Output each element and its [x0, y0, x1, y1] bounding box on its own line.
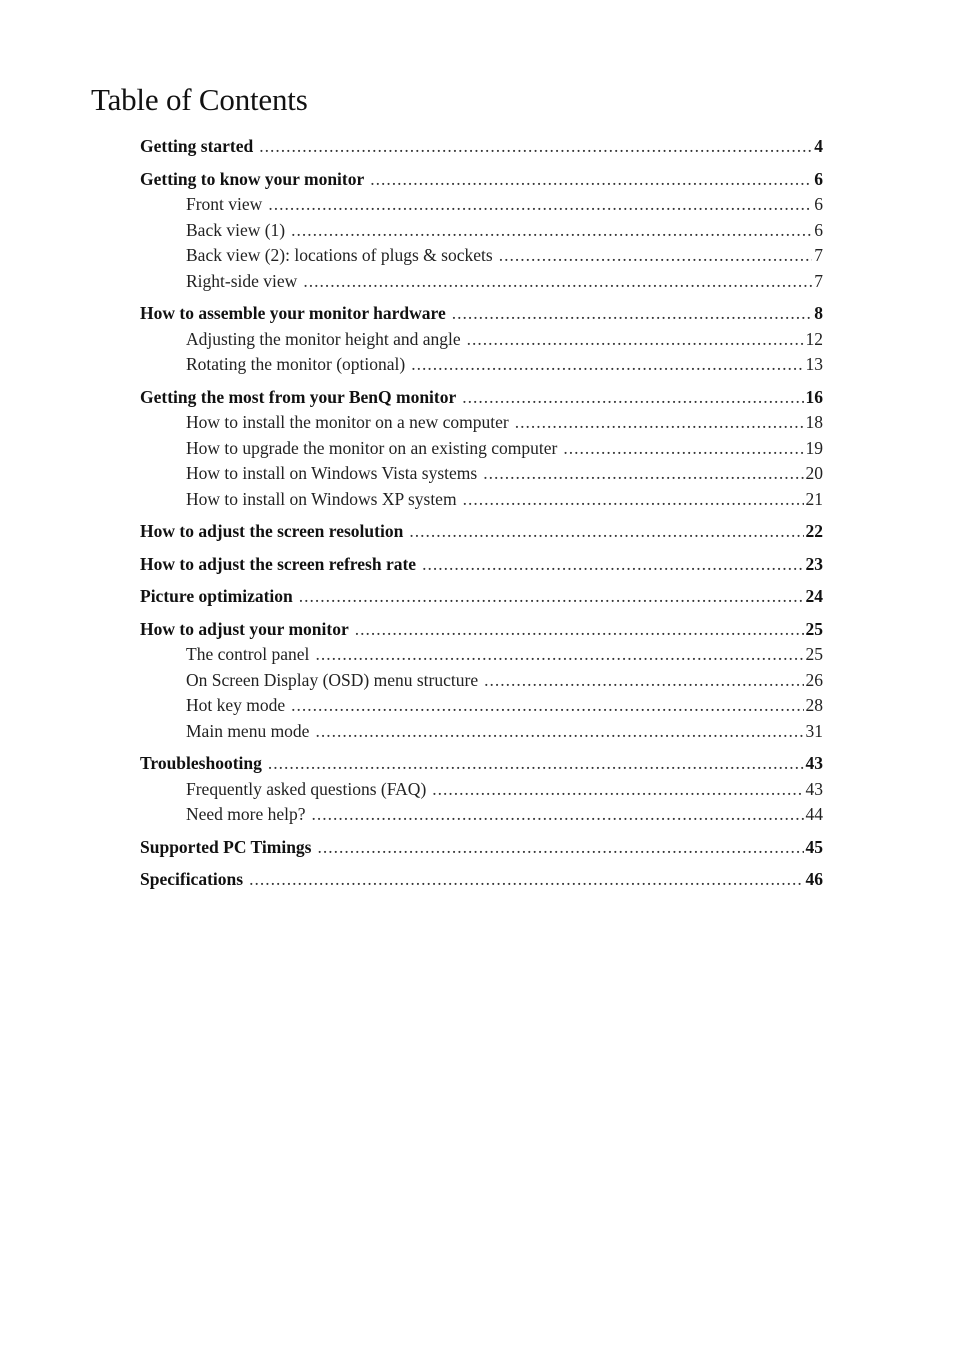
toc-chapter-entry[interactable]: [140, 835, 823, 861]
toc-page-number: 6: [814, 168, 823, 189]
toc-page-number: 19: [805, 437, 823, 458]
toc-dot-leader: [249, 867, 803, 893]
toc-entry-label: Back view (2): locations of plugs & sockets: [186, 245, 493, 265]
toc-entry-label: Need more help?: [186, 804, 306, 824]
toc-entry-label: Rotating the monitor (optional): [186, 354, 406, 374]
toc-section-entry[interactable]: [140, 693, 823, 719]
toc-entry-label: How to adjust the screen resolution: [140, 521, 404, 541]
toc-page-number: 18: [805, 412, 823, 432]
toc-dot-leader: [291, 693, 803, 719]
toc-page-number: 25: [805, 644, 823, 664]
toc-page-number: 8: [814, 303, 823, 323]
toc-page-number: 23: [805, 553, 823, 574]
toc-page-number: 25: [805, 618, 823, 639]
toc-page-number: 43: [805, 778, 823, 799]
toc-page-number: 24: [805, 586, 823, 606]
toc-entry-label: Back view (1): [186, 219, 286, 240]
toc-chapter-entry[interactable]: [140, 867, 823, 893]
toc-page-number: 43: [805, 753, 823, 773]
toc-chapter-entry[interactable]: [140, 617, 823, 643]
toc-entry-label: Adjusting the monitor height and angle: [186, 328, 461, 349]
toc-page-number: 20: [805, 463, 823, 483]
toc-entry-label: Picture optimization: [140, 586, 293, 606]
toc-entry-label: How to install on Windows XP system: [186, 488, 457, 509]
toc-section-entry[interactable]: [140, 192, 823, 218]
toc-section-entry[interactable]: [140, 719, 823, 745]
toc-dot-leader: [299, 584, 804, 610]
toc-page-number: 46: [805, 869, 823, 889]
toc-dot-leader: [463, 487, 804, 513]
toc-entry-label: Main menu mode: [186, 720, 310, 741]
toc-dot-leader: [315, 719, 803, 745]
toc-entry-label: How to assemble your monitor hardware: [140, 303, 446, 323]
toc-entry-label: The control panel: [186, 644, 310, 664]
toc-dot-leader: [315, 642, 803, 668]
toc-entry-label: How to install on Windows Vista systems: [186, 463, 478, 483]
toc-dot-leader: [268, 192, 812, 218]
toc-page-number: 44: [805, 804, 823, 824]
toc-page-number: 4: [814, 136, 823, 156]
toc-entry-label: Specifications: [140, 869, 244, 889]
toc-section-entry[interactable]: [140, 218, 823, 244]
toc-section-entry[interactable]: [140, 352, 823, 378]
toc-page-number: 28: [805, 695, 823, 715]
toc-dot-leader: [411, 352, 803, 378]
toc-entry-label: On Screen Display (OSD) menu structure: [186, 669, 479, 690]
toc-entry-label: How to adjust your monitor: [140, 618, 349, 639]
toc-dot-leader: [422, 552, 803, 578]
toc-chapter-entry[interactable]: [140, 134, 823, 160]
toc-dot-leader: [483, 461, 803, 487]
toc-section-entry[interactable]: [140, 269, 823, 295]
toc-section-entry[interactable]: [140, 642, 823, 668]
toc-dot-leader: [259, 134, 812, 160]
toc-dot-leader: [499, 243, 813, 269]
toc-chapter-entry[interactable]: [140, 301, 823, 327]
toc-page-number: 13: [805, 354, 823, 374]
toc-entry-label: Getting the most from your BenQ monitor: [140, 386, 457, 407]
toc-page-number: 22: [805, 521, 823, 541]
toc-dot-leader: [462, 385, 803, 411]
toc-entry-label: Hot key mode: [186, 695, 286, 715]
toc-page-number: 7: [814, 270, 823, 291]
toc-entry-label: Getting started: [140, 136, 254, 156]
toc-dot-leader: [452, 301, 812, 327]
toc-section-entry[interactable]: [140, 410, 823, 436]
toc-section-entry[interactable]: [140, 777, 823, 803]
toc-dot-leader: [303, 269, 812, 295]
toc-entry-label: Getting to know your monitor: [140, 168, 365, 189]
toc-dot-leader: [312, 802, 804, 828]
toc-section-entry[interactable]: [140, 668, 823, 694]
toc-section-entry[interactable]: [140, 802, 823, 828]
toc-dot-leader: [409, 519, 803, 545]
table-of-contents: [140, 134, 823, 893]
toc-dot-leader: [355, 617, 804, 643]
toc-entry-label: Frequently asked questions (FAQ): [186, 778, 427, 799]
toc-dot-leader: [432, 777, 803, 803]
toc-chapter-entry[interactable]: [140, 751, 823, 777]
toc-page-number: 16: [805, 386, 823, 407]
toc-dot-leader: [291, 218, 812, 244]
toc-chapter-entry[interactable]: [140, 552, 823, 578]
toc-dot-leader: [318, 835, 804, 861]
toc-page-number: 6: [814, 194, 823, 214]
toc-dot-leader: [484, 668, 803, 694]
toc-dot-leader: [268, 751, 804, 777]
toc-entry-label: Right-side view: [186, 270, 298, 291]
toc-page-number: 21: [805, 488, 823, 509]
toc-section-entry[interactable]: [140, 487, 823, 513]
toc-entry-label: Supported PC Timings: [140, 836, 312, 857]
toc-section-entry[interactable]: [140, 243, 823, 269]
toc-dot-leader: [467, 327, 804, 353]
toc-chapter-entry[interactable]: [140, 519, 823, 545]
toc-page-number: 6: [814, 219, 823, 240]
toc-page-number: 26: [805, 669, 823, 690]
toc-entry-label: Front view: [186, 194, 263, 214]
toc-chapter-entry[interactable]: [140, 385, 823, 411]
toc-entry-label: How to upgrade the monitor on an existing computer: [186, 437, 558, 458]
toc-entry-label: How to install the monitor on a new computer: [186, 412, 509, 432]
toc-dot-leader: [370, 167, 812, 193]
toc-dot-leader: [563, 436, 803, 462]
toc-page-number: 7: [814, 245, 823, 265]
toc-page-number: 45: [805, 836, 823, 857]
toc-entry-label: How to adjust the screen refresh rate: [140, 553, 417, 574]
page-title: Table of Contents: [91, 82, 308, 117]
toc-section-entry[interactable]: [140, 461, 823, 487]
toc-entry-label: Troubleshooting: [140, 753, 262, 773]
toc-chapter-entry[interactable]: [140, 584, 823, 610]
toc-dot-leader: [515, 410, 804, 436]
toc-page-number: 12: [805, 328, 823, 349]
toc-section-entry[interactable]: [140, 327, 823, 353]
toc-page-number: 31: [805, 720, 823, 741]
toc-chapter-entry[interactable]: [140, 167, 823, 193]
toc-section-entry[interactable]: [140, 436, 823, 462]
